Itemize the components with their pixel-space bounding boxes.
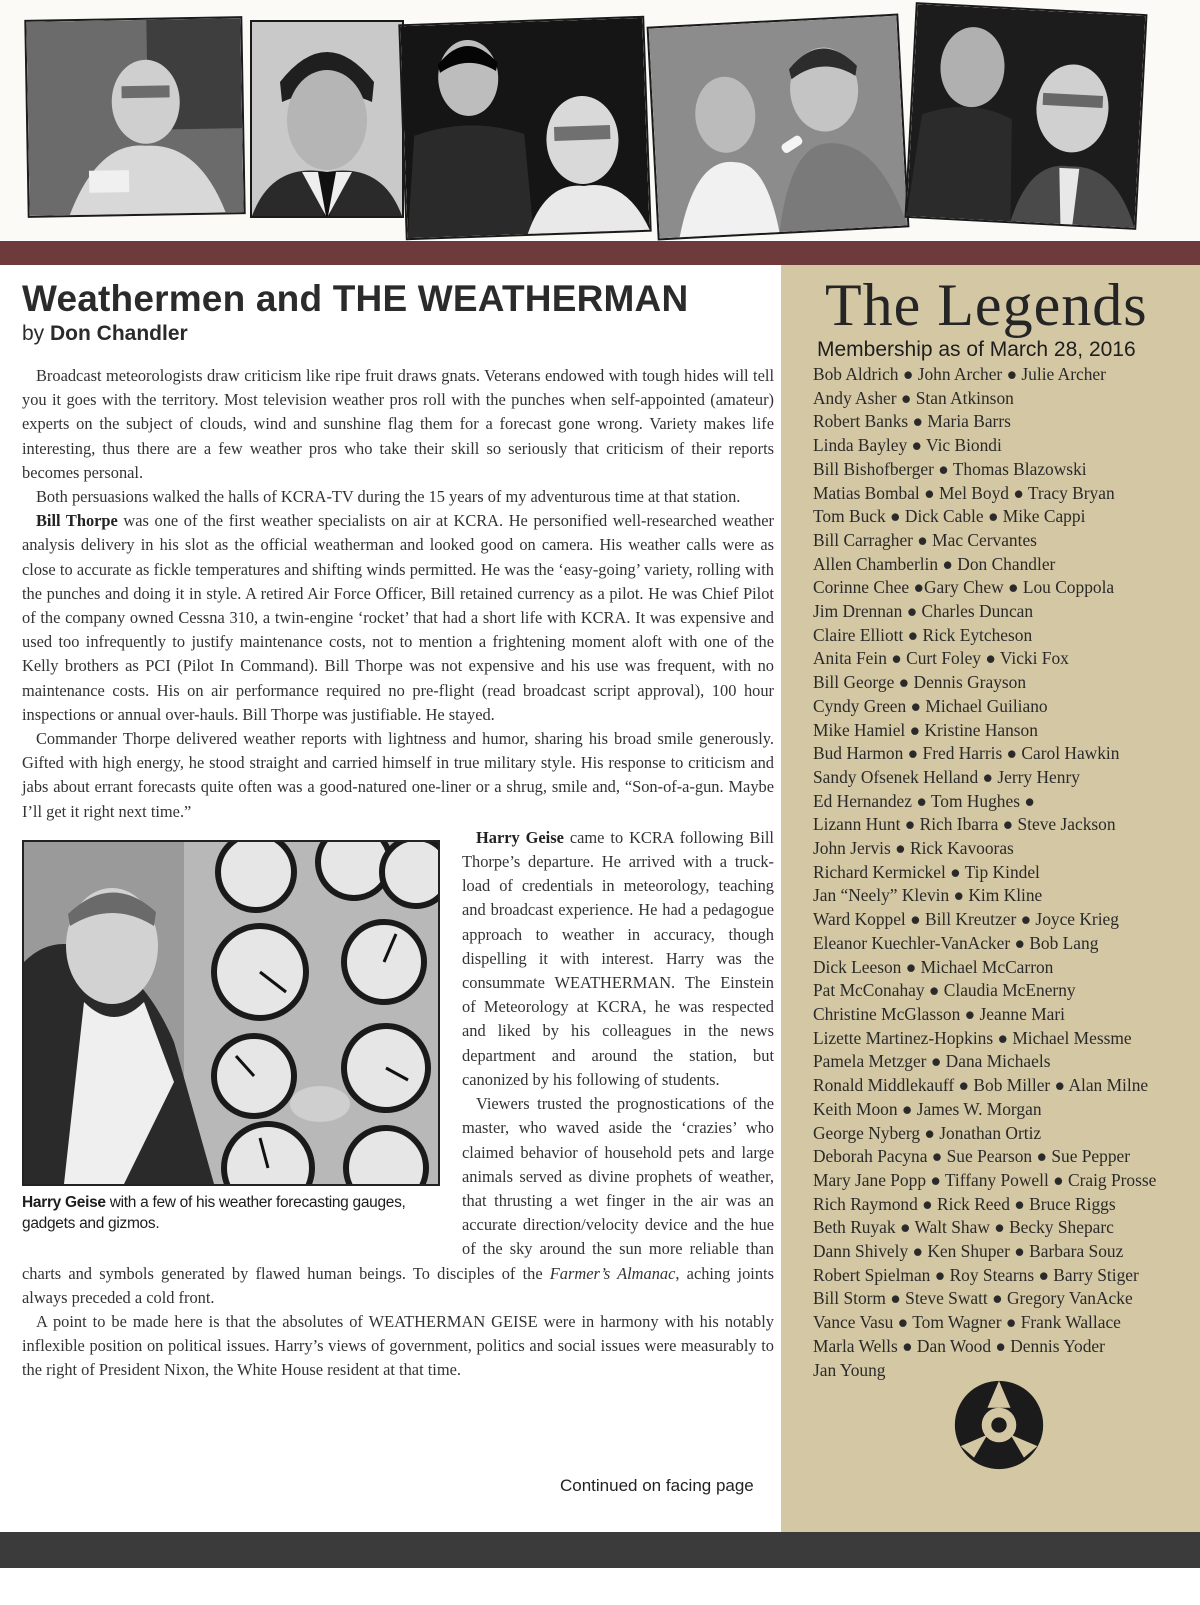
member-line: Pat McConahay ● Claudia McEnerny: [813, 980, 1076, 1001]
paragraph-4: Commander Thorpe delivered weather reports with lightness and humor, sharing his broad smile generously. Gifted with high energy, he stood straight and carried himself in true military style. His response to criticism and jabs about errant forecasts quite often was a good-natured one-liner or a shrug, smile and, “Son-of-a-gun. Maybe I’ll get it right next time.”: [22, 729, 774, 821]
member-line: Sandy Ofsenek Helland ● Jerry Henry: [813, 766, 1080, 787]
member-line: George Nyberg ● Jonathan Ortiz: [813, 1122, 1042, 1143]
photo-two-men-talking: [905, 2, 1148, 230]
member-line: Marla Wells ● Dan Wood ● Dennis Yoder: [813, 1335, 1105, 1356]
record-adapter-logo-icon: [951, 1377, 1047, 1473]
member-line: Jan “Neely” Klevin ● Kim Kline: [813, 885, 1043, 906]
member-line: Bud Harmon ● Fred Harris ● Carol Hawkin: [813, 743, 1120, 764]
bottom-footer-band: [0, 1532, 1200, 1568]
member-line: Allen Chamberlin ● Don Chandler: [813, 553, 1056, 574]
name-harry-geise: Harry Geise: [476, 827, 564, 847]
photo-two-men-smiling: [398, 16, 651, 240]
byline: [22, 322, 774, 346]
photo-strip: [0, 0, 1200, 240]
figure-caption: [22, 1192, 442, 1234]
member-line: Robert Banks ● Maria Barrs: [813, 411, 1011, 432]
member-line: Corinne Chee ●Gary Chew ● Lou Coppola: [813, 577, 1115, 598]
member-line: Cyndy Green ● Michael Guiliano: [813, 695, 1048, 716]
photo-men-with-microphone: [647, 14, 910, 241]
member-line: Ward Koppel ● Bill Kreutzer ● Joyce Krieg: [813, 909, 1119, 930]
paragraph-3: [22, 509, 774, 727]
photo-young-man-portrait: [250, 20, 404, 218]
member-line: Rich Raymond ● Rick Reed ● Bruce Riggs: [813, 1193, 1116, 1214]
member-line: Dann Shively ● Ken Shuper ● Barbara Souz: [813, 1241, 1124, 1262]
top-color-band: [0, 241, 1200, 265]
paragraph-1: Broadcast meteorologists draw criticism like ripe fruit draws gnats. Veterans endowed with tough hides will tell you it goes with the territory. Most television weather pros roll with the punches when self-appointed (amateur) experts on the subject of clouds, wind and sunshine flag them for a forecast gone wrong. Variety makes life interesting, thus there are a few weather pros who take their skill so seriously that criticism of their reports becomes personal.: [22, 366, 774, 482]
caption-text: with a few of his weather forecasting gauges, gadgets and gizmos.: [22, 1193, 406, 1232]
member-line: Anita Fein ● Curt Foley ● Vicki Fox: [813, 648, 1069, 669]
photo-man-with-glasses: [24, 16, 245, 218]
legends-sidebar: [781, 265, 1200, 1532]
member-line: Ronald Middlekauff ● Bob Miller ● Alan Milne: [813, 1075, 1149, 1096]
member-line: Ed Hernandez ● Tom Hughes ●: [813, 790, 1035, 811]
member-line: Mary Jane Popp ● Tiffany Powell ● Craig Prosse: [813, 1169, 1157, 1190]
member-line: Claire Elliott ● Rick Eytcheson: [813, 624, 1033, 645]
member-line: Andy Asher ● Stan Atkinson: [813, 387, 1014, 408]
member-line: Pamela Metzger ● Dana Michaels: [813, 1051, 1051, 1072]
paragraph-7: A point to be made here is that the absolutes of WEATHERMAN GEISE were in harmony with his notably inflexible position on political issues. Harry’s views of government, politics and social issues were measurably to the right of President Nixon, the White House resident at that time.: [22, 1311, 774, 1380]
member-line: Tom Buck ● Dick Cable ● Mike Cappi: [813, 506, 1086, 527]
figure-harry-geise: [22, 840, 442, 1234]
membership-date: Membership as of March 28, 2016: [817, 338, 1136, 361]
member-line: John Jervis ● Rick Kavooras: [813, 838, 1014, 859]
member-line: Dick Leeson ● Michael McCarron: [813, 956, 1054, 977]
member-line: Jim Drennan ● Charles Duncan: [813, 601, 1034, 622]
member-line: Bill George ● Dennis Grayson: [813, 672, 1027, 693]
member-line: Eleanor Kuechler-VanAcker ● Bob Lang: [813, 932, 1099, 953]
member-list: [813, 363, 1198, 1382]
farmers-almanac-title: Farmer’s Almanac: [549, 1263, 676, 1283]
member-line: Keith Moon ● James W. Morgan: [813, 1098, 1042, 1119]
paragraph-6-text: Viewers trusted the prognostications of the master, who waved aside the ‘crazies’ who claimed behavior of household pets and large animals served as divine prophets of weather, that thrusting a wet finger in the air was an accurate direction/velocity device and the hue of the sky around the sun more reliable than charts and symbols generated by flawed human beings. To disciples of the: [22, 1094, 774, 1283]
photo-harry-geise-gauges: [22, 840, 440, 1186]
member-line: Jan Young: [813, 1359, 886, 1380]
member-line: Lizann Hunt ● Rich Ibarra ● Steve Jackson: [813, 814, 1116, 835]
member-line: Christine McGlasson ● Jeanne Mari: [813, 1003, 1065, 1024]
member-line: Matias Bombal ● Mel Boyd ● Tracy Bryan: [813, 482, 1115, 503]
member-line: Lizette Martinez-Hopkins ● Michael Messme: [813, 1027, 1132, 1048]
member-line: Linda Bayley ● Vic Biondi: [813, 435, 1002, 456]
wrap-area: [22, 826, 774, 1383]
member-line: Robert Spielman ● Roy Stearns ● Barry Stiger: [813, 1264, 1139, 1285]
continued-on-facing-page: Continued on facing page: [560, 1476, 754, 1495]
byline-prefix: by: [22, 322, 51, 345]
paragraph-5-text: came to KCRA following Bill Thorpe’s departure. He arrived with a truck-load of credentials in meteorology, teaching and broadcast experience. He had a pedagogue approach to weather in accuracy, though dispelling it with interest. Harry was the consummate WEATHERMAN. The Einstein of Meteorology at KCRA, he was respected and liked by his colleagues in the news department and around the station, but canonized by his following of students.: [462, 827, 774, 1089]
member-line: Bob Aldrich ● John Archer ● Julie Archer: [813, 364, 1106, 384]
article: [22, 278, 774, 1383]
byline-author: Don Chandler: [50, 322, 188, 345]
paragraph-2: Both persuasions walked the halls of KCRA-TV during the 15 years of my adventurous time at that station.: [36, 487, 741, 507]
member-line: Deborah Pacyna ● Sue Pearson ● Sue Pepper: [813, 1146, 1131, 1167]
member-line: Mike Hamiel ● Kristine Hanson: [813, 719, 1038, 740]
member-line: Richard Kermickel ● Tip Kindel: [813, 861, 1040, 882]
paragraph-6-end: , aching joints always preceded a cold front.: [22, 1263, 774, 1307]
paragraph-3-text: was one of the first weather specialists on air at KCRA. He personified well-researched weather analysis delivery in his slot as the official weatherman and looked good on camera. His weather calls were as close to accurate as fickle temperatures and shifting winds permitted. He was the ‘easy-going’ variety, rolling with the punches and doing it in style. A retired Air Force Officer, Bill retained currency as a pilot. He was Chief Pilot of the company owned Cessna 310, a twin-engine ‘rocket’ that had a short life with KCRA. It was expensive and used too infrequently to justify maintenance costs, not to mention a frightening moment aloft with one of the Kelly brothers as PCI (Pilot In Command). Bill Thorpe was not expensive and his use was frequent, with no maintenance costs. His on air performance required no pre-flight (read broadcast script approval), 100 hour inspections or annual over-hauls. Bill Thorpe was justifiable. He stayed.: [22, 511, 774, 724]
member-line: Beth Ruyak ● Walt Shaw ● Becky Sheparc: [813, 1217, 1114, 1238]
member-line: Bill Carragher ● Mac Cervantes: [813, 529, 1037, 550]
legends-title: The Legends: [825, 272, 1148, 338]
name-bill-thorpe: Bill Thorpe: [36, 511, 118, 531]
member-line: Bill Storm ● Steve Swatt ● Gregory VanAcke: [813, 1288, 1133, 1309]
article-headline: Weathermen and THE WEATHERMAN: [22, 278, 689, 319]
member-line: Vance Vasu ● Tom Wagner ● Frank Wallace: [813, 1312, 1121, 1333]
member-line: Bill Bishofberger ● Thomas Blazowski: [813, 458, 1087, 479]
caption-name: Harry Geise: [22, 1193, 106, 1211]
